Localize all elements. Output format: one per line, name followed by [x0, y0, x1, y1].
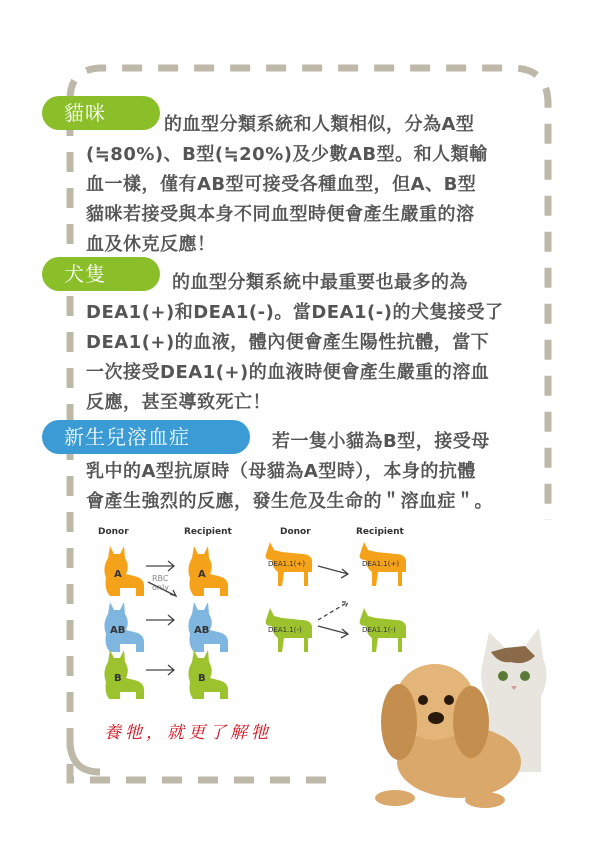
cat-donor-a	[104, 546, 144, 596]
dog-recipient-positive-label: DEA1.1(+)	[362, 560, 400, 568]
cat-line-4: 貓咪若接受與本身不同血型時便會產生嚴重的溶	[86, 204, 475, 225]
arrow-icon	[146, 665, 174, 675]
donor-label-dogs: Donor	[280, 527, 311, 537]
cat-recipient-a-label: A	[198, 569, 206, 580]
arrow-icon	[146, 561, 174, 571]
donor-label-cats: Donor	[98, 527, 129, 537]
arrow-icon	[146, 615, 174, 625]
cat-recipient-a	[188, 546, 228, 596]
dog-donor-negative-label: DEA1.1(-)	[268, 626, 302, 634]
dog-section-label: 犬隻	[42, 257, 160, 291]
dog-donor-positive-label: DEA1.1(+)	[268, 560, 306, 568]
neonatal-line-3: 會產生強烈的反應，發生危及生命的＂溶血症＂。	[86, 491, 493, 512]
cat-recipient-ab-label: AB	[194, 625, 210, 636]
cat-donor-b-label: B	[114, 673, 122, 684]
dog-line-1: 的血型分類系統中最重要也最多的為	[172, 272, 468, 293]
cat-donor-ab-label: AB	[110, 625, 126, 636]
arrow-icon	[318, 626, 348, 638]
dog-recipient-negative-label: DEA1.1(-)	[362, 626, 396, 634]
rbc-note-2: only	[152, 583, 169, 592]
neonatal-section-label: 新生兒溶血症	[42, 420, 250, 454]
dog-section-text	[86, 268, 516, 418]
cat-donor-b	[104, 650, 144, 699]
dog-line-4: 一次接受DEA1(+)的血液時便會產生嚴重的溶血	[86, 362, 490, 383]
puppy-kitten-illustration	[365, 622, 565, 812]
cat-donor-a-label: A	[114, 569, 122, 580]
dog-line-3: DEA1(+)的血液，體內便會產生陽性抗體，當下	[86, 332, 490, 353]
cat-recipient-b	[188, 650, 228, 699]
neonatal-line-2: 乳中的A型抗原時（母貓為A型時），本身的抗體	[86, 461, 476, 482]
rbc-note: RBC	[152, 574, 169, 583]
slogan: 養牠，就更了解牠	[104, 723, 272, 743]
cat-line-3: 血一樣，僅有AB型可接受各種血型，但A、B型	[86, 174, 477, 195]
neonatal-line-1: 若一隻小貓為B型，接受母	[272, 431, 490, 452]
recipient-label-cats: Recipient	[184, 527, 232, 537]
cat-line-2: (≒80%)、B型(≒20%)及少數AB型。和人類輸	[86, 144, 488, 165]
cat-section-label: 貓咪	[42, 96, 160, 130]
cat-line-5: 血及休克反應！	[86, 234, 216, 255]
dog-line-2: DEA1(+)和DEA1(-)。當DEA1(-)的犬隻接受了	[86, 302, 504, 323]
arrow-icon	[318, 566, 348, 578]
recipient-label-dogs: Recipient	[356, 527, 404, 537]
cat-line-1: 的血型分類系統和人類相似，分為A型	[164, 114, 475, 135]
arrow-icon	[318, 602, 348, 620]
neonatal-section-text	[86, 427, 516, 517]
cat-section-text	[86, 110, 516, 260]
dog-line-5: 反應，甚至導致死亡！	[86, 392, 271, 413]
cat-recipient-b-label: B	[198, 673, 206, 684]
